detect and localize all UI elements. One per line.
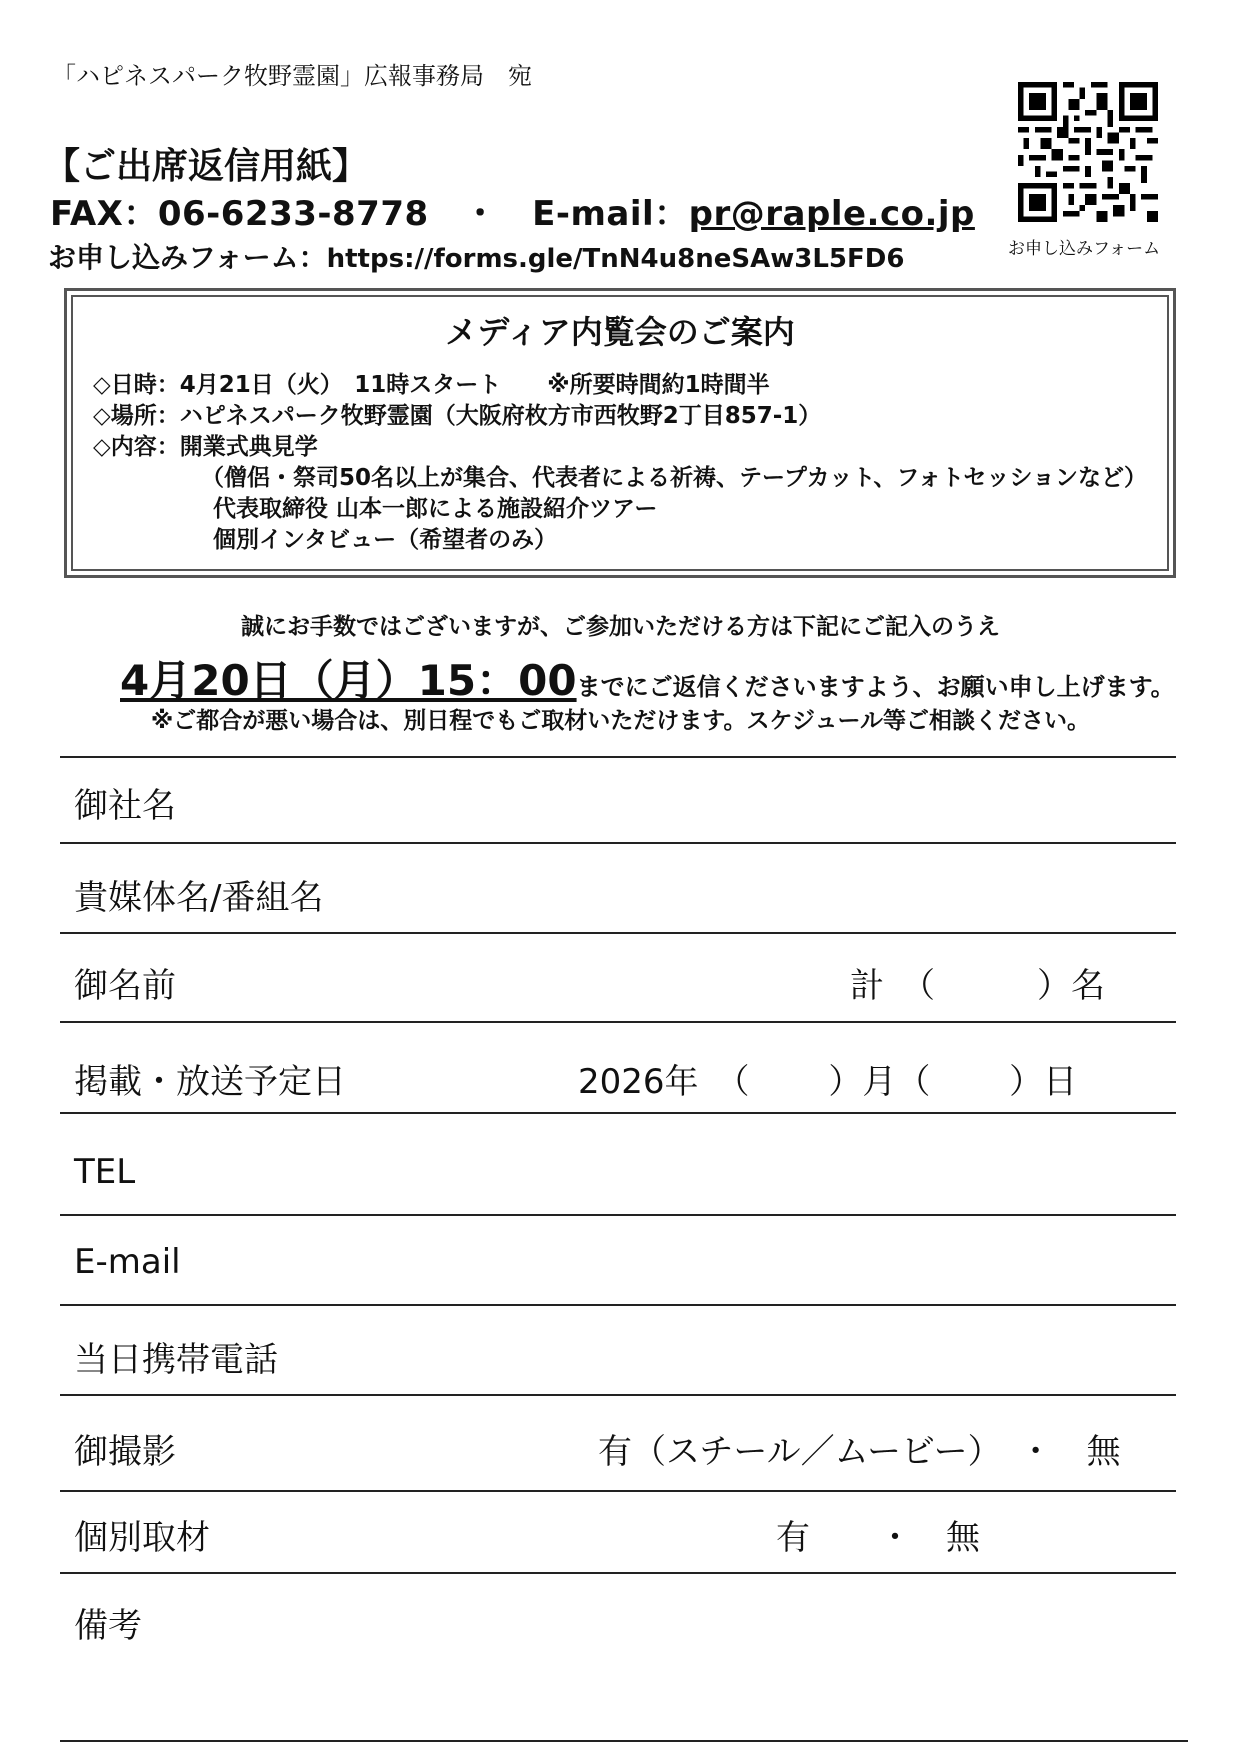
page-title: 【ご出席返信用紙】 — [44, 146, 369, 187]
interview-options[interactable]: 有 ・ 無 — [776, 1518, 980, 1558]
info-location: ◇場所：ハピネスパーク牧野霊園（大阪府枚方市西牧野2丁目857-1） — [93, 403, 822, 429]
qr-code-icon[interactable] — [1018, 82, 1158, 222]
form-label: お申し込みフォーム： — [48, 241, 327, 274]
form-rule — [60, 1572, 1176, 1574]
interview-field[interactable]: 個別取材 — [74, 1518, 210, 1558]
qr-caption: お申し込みフォーム — [1008, 239, 1161, 259]
form-rule — [60, 1112, 1176, 1114]
info-content: ◇内容：開業式典見学 — [93, 434, 318, 460]
form-rule — [60, 1021, 1176, 1023]
email-link[interactable]: pr@raple.co.jp — [688, 194, 975, 234]
notice-line-1: 誠にお手数ではございますが、ご参加いただける方は下記にご記入のうえ — [241, 614, 1000, 640]
contact-line — [50, 186, 975, 235]
form-bottom-rule — [60, 1740, 1188, 1742]
form-rule — [60, 1214, 1176, 1216]
form-rule — [60, 1394, 1176, 1396]
attendee-count-field[interactable]: 計 （ ）名 — [850, 966, 1105, 1006]
fax-label: FAX：06-6233-8778 ・ E-mail： — [50, 194, 689, 234]
tel-field[interactable]: TEL — [74, 1152, 136, 1192]
remarks-field[interactable]: 備考 — [74, 1606, 142, 1646]
notice-line-2 — [120, 648, 1175, 708]
info-content-detail: （僧侶・祭司50名以上が集合、代表者による祈祷、テープカット、フォトセッションなど） — [201, 465, 1148, 491]
media-field[interactable]: 貴媒体名/番組名 — [74, 878, 324, 918]
info-datetime: ◇日時：4月21日（火） 11時スタート ※所要時間約1時間半 — [93, 372, 770, 398]
notice-line-2-rest: までにご返信くださいますよう、お願い申し上げます。 — [576, 673, 1175, 701]
form-rule — [60, 932, 1176, 934]
form-url-link[interactable]: https://forms.gle/TnN4u8neSAw3L5FD6 — [326, 244, 905, 274]
reply-deadline: 4月20日（月）15：00 — [120, 656, 577, 705]
email-field[interactable]: E-mail — [74, 1242, 181, 1282]
publish-date-value[interactable]: 2026年 （ ）月（ ）日 — [578, 1062, 1078, 1102]
info-content-interview: 個別インタビュー（希望者のみ） — [213, 527, 558, 553]
publish-date-field[interactable]: 掲載・放送予定日 — [74, 1062, 346, 1102]
addressee: 「ハピネスパーク牧野霊園」広報事務局 宛 — [52, 62, 532, 90]
notice-line-3: ※ご都合が悪い場合は、別日程でもご取材いただけます。スケジュール等ご相談ください。 — [150, 708, 1091, 734]
company-field[interactable]: 御社名 — [74, 786, 176, 826]
photo-options[interactable]: 有（スチール／ムービー） ・ 無 — [598, 1432, 1121, 1472]
info-content-tour: 代表取締役 山本一郎による施設紹介ツアー — [213, 496, 658, 522]
mobile-field[interactable]: 当日携帯電話 — [74, 1340, 278, 1380]
info-title: メディア内覧会のご案内 — [445, 313, 795, 351]
form-line — [48, 236, 904, 276]
photo-field[interactable]: 御撮影 — [74, 1432, 176, 1472]
form-top-rule — [60, 756, 1176, 758]
event-info-box — [64, 288, 1176, 578]
form-rule — [60, 842, 1176, 844]
name-field[interactable]: 御名前 — [74, 966, 176, 1006]
form-rule — [60, 1304, 1176, 1306]
form-rule — [60, 1490, 1176, 1492]
